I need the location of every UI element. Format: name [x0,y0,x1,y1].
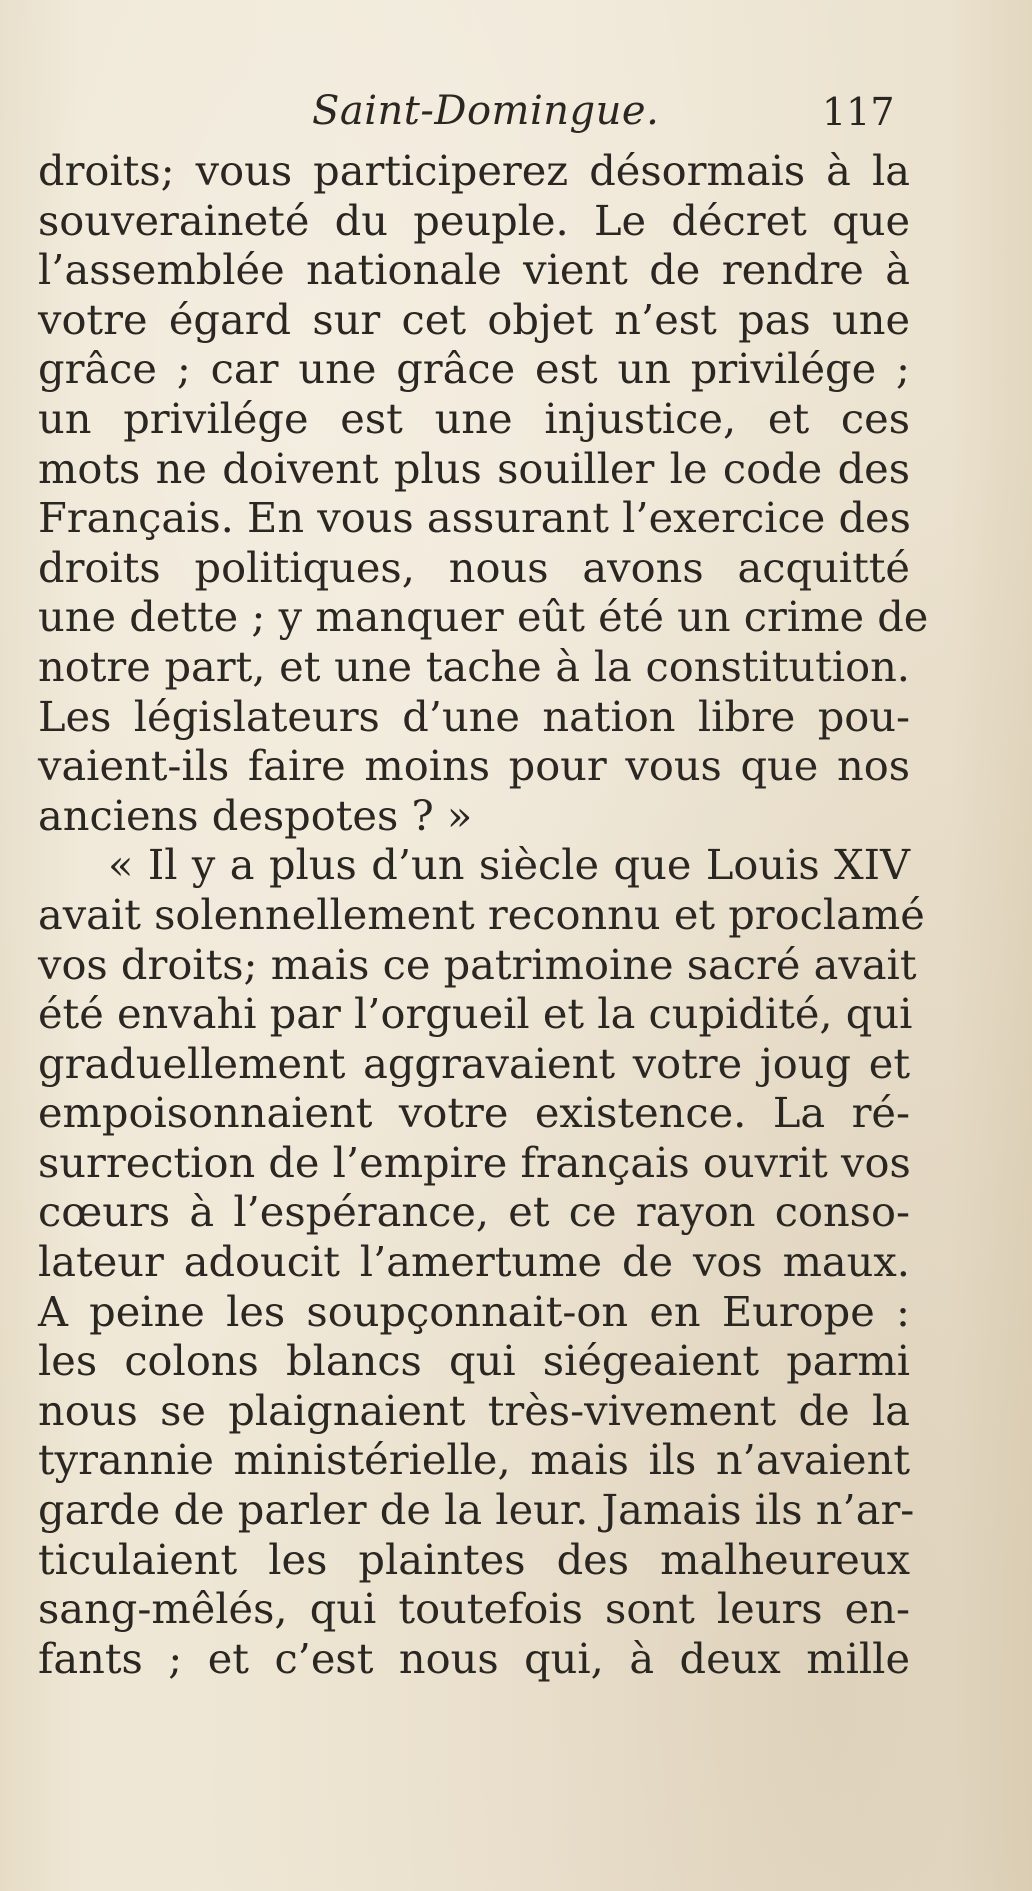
text-line: grâce ; car une grâce est un privilége ; [38,344,910,394]
text-line: ticulaient les plaintes des malheureux [38,1534,910,1584]
paragraph-start-line: « Il y a plus d’un siècle que Louis XIV [108,840,910,890]
text-line: lateur adoucit l’amertume de vos maux. [38,1237,910,1287]
text-line: nous se plaignaient très-vivement de la [38,1385,910,1435]
body-text [38,146,929,1683]
text-line: mots ne doivent plus souiller le code des [38,443,910,493]
text-line: droits; vous participerez désormais à la [38,146,910,195]
text-line: une dette ; y manquer eût été un crime de [38,592,929,642]
text-line: l’assemblée nationale vient de rendre à [38,245,910,295]
page-number: 117 [822,90,895,134]
text-line: droits politiques, nous avons acquitté [38,542,910,592]
text-line: garde de parler de la leur. Jamais ils n’ar- [38,1485,915,1535]
text-line: vaient-ils faire moins pour vous que nos [38,741,910,791]
running-title: Saint-Domingue. [312,88,660,134]
text-line: souveraineté du peuple. Le décret que [38,195,910,245]
text-line: empoisonnaient votre existence. La ré- [38,1088,910,1138]
text-line: anciens despotes ? » [38,790,473,840]
text-line: surrection de l’empire français ouvrit vos [38,1137,911,1187]
text-line: fants ; et c’est nous qui, à deux mille [38,1633,910,1683]
text-line: un privilége est une injustice, et ces [38,393,910,443]
text-line: sang-mêlés, qui toutefois sont leurs en- [38,1584,910,1634]
text-line: graduellement aggravaient votre joug et [38,1038,910,1088]
page-header [0,88,1032,138]
text-line: Français. En vous assurant l’exercice des [38,493,911,543]
text-line: A peine les soupçonnait-on en Europe : [38,1286,910,1336]
text-line: avait solennellement reconnu et proclamé [38,889,925,939]
text-line: tyrannie ministérielle, mais ils n’avaient [38,1435,910,1485]
text-line: vos droits; mais ce patrimoine sacré avait [38,939,917,989]
text-line: les colons blancs qui siégeaient parmi [38,1336,910,1386]
text-line: cœurs à l’espérance, et ce rayon conso- [38,1187,910,1237]
text-line: votre égard sur cet objet n’est pas une [38,294,910,344]
text-line: notre part, et une tache à la constitution. [38,641,910,691]
text-line: Les législateurs d’une nation libre pou- [38,691,910,741]
text-line: été envahi par l’orgueil et la cupidité, qui [38,989,913,1039]
